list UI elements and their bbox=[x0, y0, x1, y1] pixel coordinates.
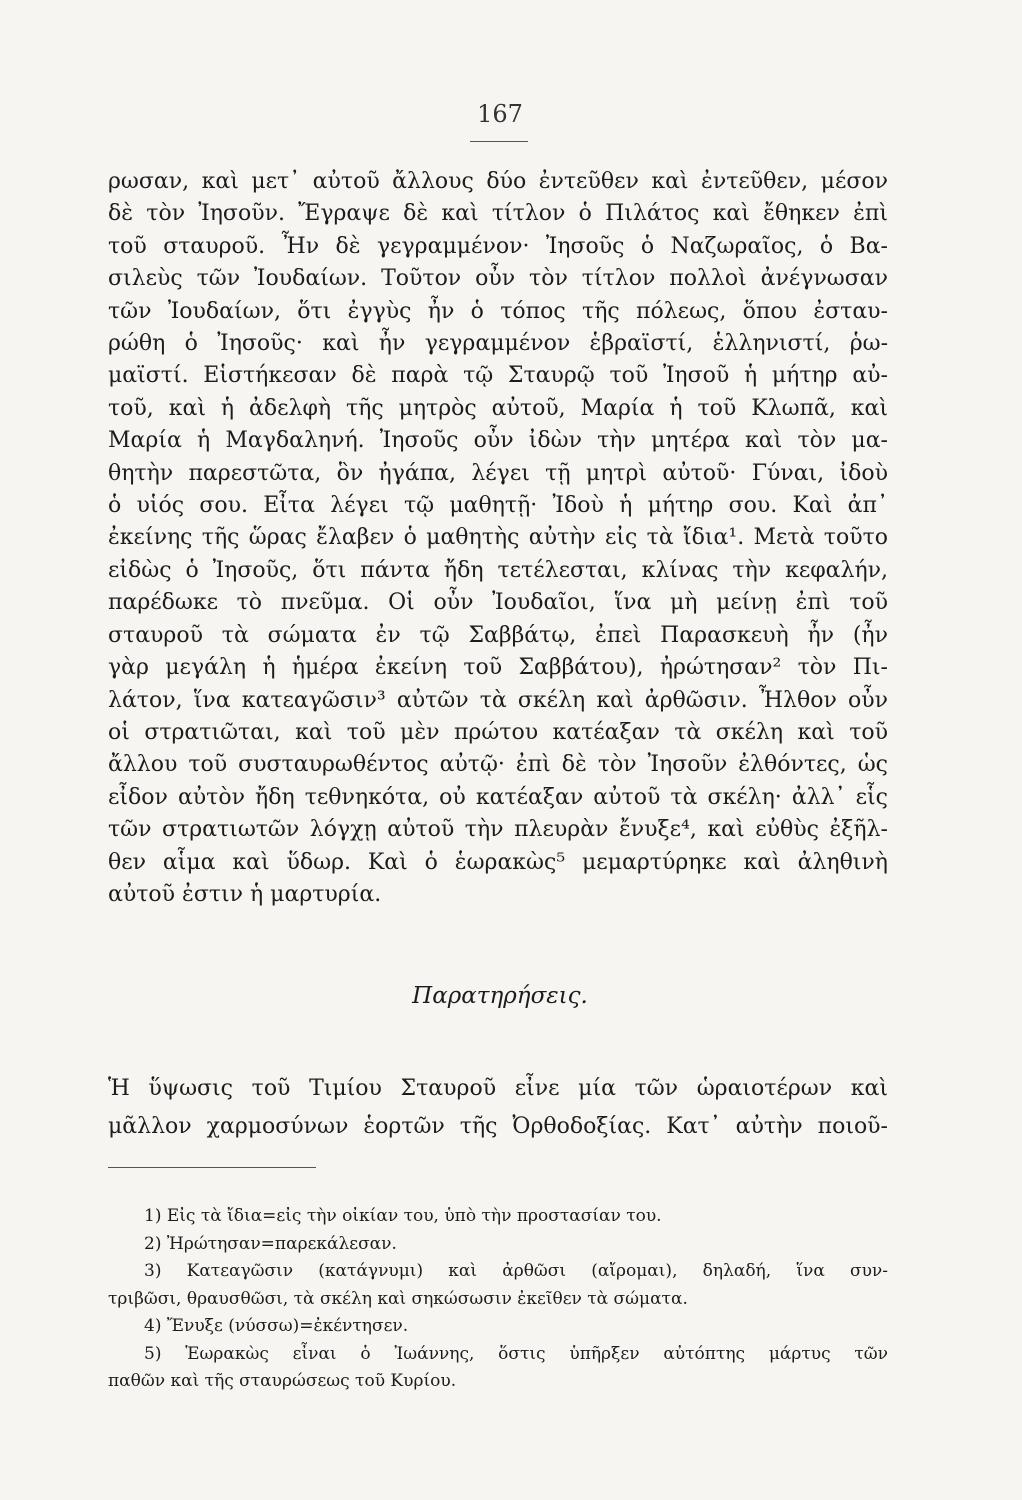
footnote-5: 5) Ἑωρακὼς εἶναι ὁ Ἰωάννης, ὅστις ὑπῆρξεν αὐτόπτης μάρτυς τῶν bbox=[144, 1343, 888, 1364]
body-line: εἰδὼς ὁ Ἰησοῦς, ὅτι πάντα ἤδη τετέλεσται, κλίνας τὴν κεφαλήν, bbox=[108, 557, 888, 583]
page-number-rule bbox=[470, 141, 528, 142]
body-line: θητὴν παρεστῶτα, ὃν ἠγάπα, λέγει τῇ μητρὶ αὐτοῦ· Γύναι, ἰδοὺ bbox=[108, 460, 888, 486]
footnote-4: 4) Ἔνυξε (νύσσω)=ἐκέντησεν. bbox=[144, 1316, 409, 1336]
footnote-5-continued: παθῶν καὶ τῆς σταυρώσεως τοῦ Κυρίου. bbox=[108, 1371, 457, 1391]
body-line: γὰρ μεγάλη ἡ ἡμέρα ἐκείνη τοῦ Σαββάτου), ἠρώτησαν² τὸν Πι- bbox=[108, 655, 888, 681]
body-line: τοῦ, καὶ ἡ ἀδελφὴ τῆς μητρὸς αὐτοῦ, Μαρία ἡ τοῦ Κλωπᾶ, καὶ bbox=[108, 395, 888, 421]
body-line: ὁ υἱός σου. Εἶτα λέγει τῷ μαθητῇ· Ἰδοὺ ἡ μήτηρ σου. Καὶ ἀπ᾿ bbox=[108, 493, 888, 519]
body-line: τῶν στρατιωτῶν λόγχῃ αὐτοῦ τὴν πλευρὰν ἔνυξε⁴, καὶ εὐθὺς ἐξῆλ- bbox=[108, 817, 888, 843]
body-line: δὲ τὸν Ἰησοῦν. Ἔγραψε δὲ καὶ τίτλον ὁ Πιλάτος καὶ ἔθηκεν ἐπὶ bbox=[108, 201, 888, 227]
body-line: ρώθη ὁ Ἰησοῦς· καὶ ἦν γεγραμμένον ἑβραϊστί, ἑλληνιστί, ῥω- bbox=[108, 331, 888, 357]
body-line: τοῦ σταυροῦ. Ἦν δὲ γεγραμμένον· Ἰησοῦς ὁ Ναζωραῖος, ὁ Βα- bbox=[108, 233, 888, 259]
page-number: 167 bbox=[477, 100, 523, 128]
observation-line: Ἡ ὕψωσις τοῦ Τιμίου Σταυροῦ εἶνε μία τῶν ὡραιοτέρων καὶ bbox=[108, 1076, 888, 1101]
body-line: ἄλλου τοῦ συσταυρωθέντος αὐτῷ· ἐπὶ δὲ τὸν Ἰησοῦν ἐλθόντες, ὡς bbox=[108, 752, 888, 778]
body-line: τῶν Ἰουδαίων, ὅτι ἐγγὺς ἦν ὁ τόπος τῆς πόλεως, ὅπου ἐσταυ- bbox=[108, 298, 888, 324]
body-line: Μαρία ἡ Μαγδαληνή. Ἰησοῦς οὖν ἰδὼν τὴν μητέρα καὶ τὸν μα- bbox=[108, 428, 888, 454]
body-line: θεν αἷμα καὶ ὕδωρ. Καὶ ὁ ἑωρακὼς⁵ μεμαρτύρηκε καὶ ἀληθινὴ bbox=[108, 849, 888, 875]
observation-line: μᾶλλον χαρμοσύνων ἑορτῶν τῆς Ὀρθοδοξίας. Κατ᾿ αὐτὴν ποιοῦ- bbox=[108, 1114, 888, 1139]
footnotes bbox=[108, 1203, 888, 1396]
footnote-3: 3) Κατεαγῶσιν (κατάγνυμι) καὶ ἀρθῶσι (αἴρομαι), δηλαδή, ἵνα συν- bbox=[144, 1261, 888, 1281]
section-heading: Παρατηρήσεις. bbox=[412, 983, 588, 1009]
body-line: ρωσαν, καὶ μετ᾿ αὐτοῦ ἄλλους δύο ἐντεῦθεν καὶ ἐντεῦθεν, μέσον bbox=[108, 169, 888, 194]
body-line: παρέδωκε τὸ πνεῦμα. Οἱ οὖν Ἰουδαῖοι, ἵνα μὴ μείνῃ ἐπὶ τοῦ bbox=[108, 590, 888, 616]
footnote-3-continued: τριβῶσι, θραυσθῶσι, τὰ σκέλη καὶ σηκώσωσιν ἐκεῖθεν τὰ σώματα. bbox=[108, 1288, 688, 1309]
body-line: οἱ στρατιῶται, καὶ τοῦ μὲν πρώτου κατέαξαν τὰ σκέλη καὶ τοῦ bbox=[108, 719, 888, 745]
body-line: αὐτοῦ ἐστιν ἡ μαρτυρία. bbox=[108, 881, 382, 907]
footnote-rule bbox=[108, 1167, 316, 1168]
observations-text bbox=[108, 1070, 888, 1146]
body-line: ἐκείνης τῆς ὥρας ἔλαβεν ὁ μαθητὴς αὐτὴν εἰς τὰ ἴδια¹. Μετὰ τοῦτο bbox=[108, 525, 888, 551]
footnote-1: 1) Εἰς τὰ ἴδια=εἰς τὴν οἰκίαν του, ὑπὸ τὴν προστασίαν του. bbox=[144, 1206, 662, 1226]
footnote-2: 2) Ἠρώτησαν=παρεκάλεσαν. bbox=[144, 1233, 397, 1254]
body-line: λάτον, ἵνα κατεαγῶσιν³ αὐτῶν τὰ σκέλη καὶ ἀρθῶσιν. Ἦλθον οὖν bbox=[108, 687, 888, 713]
body-line: εἶδον αὐτὸν ἤδη τεθνηκότα, οὐ κατέαξαν αὐτοῦ τὰ σκέλη· ἀλλ᾿ εἷς bbox=[108, 784, 888, 810]
body-line: σιλεὺς τῶν Ἰουδαίων. Τοῦτον οὖν τὸν τίτλον πολλοὶ ἀνέγνωσαν bbox=[108, 266, 888, 292]
body-line: μαϊστί. Εἱστήκεσαν δὲ παρὰ τῷ Σταυρῷ τοῦ Ἰησοῦ ἡ μήτηρ αὐ- bbox=[108, 363, 888, 389]
body-text bbox=[108, 166, 888, 911]
body-line: σταυροῦ τὰ σώματα ἐν τῷ Σαββάτῳ, ἐπεὶ Παρασκευὴ ἦν (ἦν bbox=[108, 622, 888, 648]
